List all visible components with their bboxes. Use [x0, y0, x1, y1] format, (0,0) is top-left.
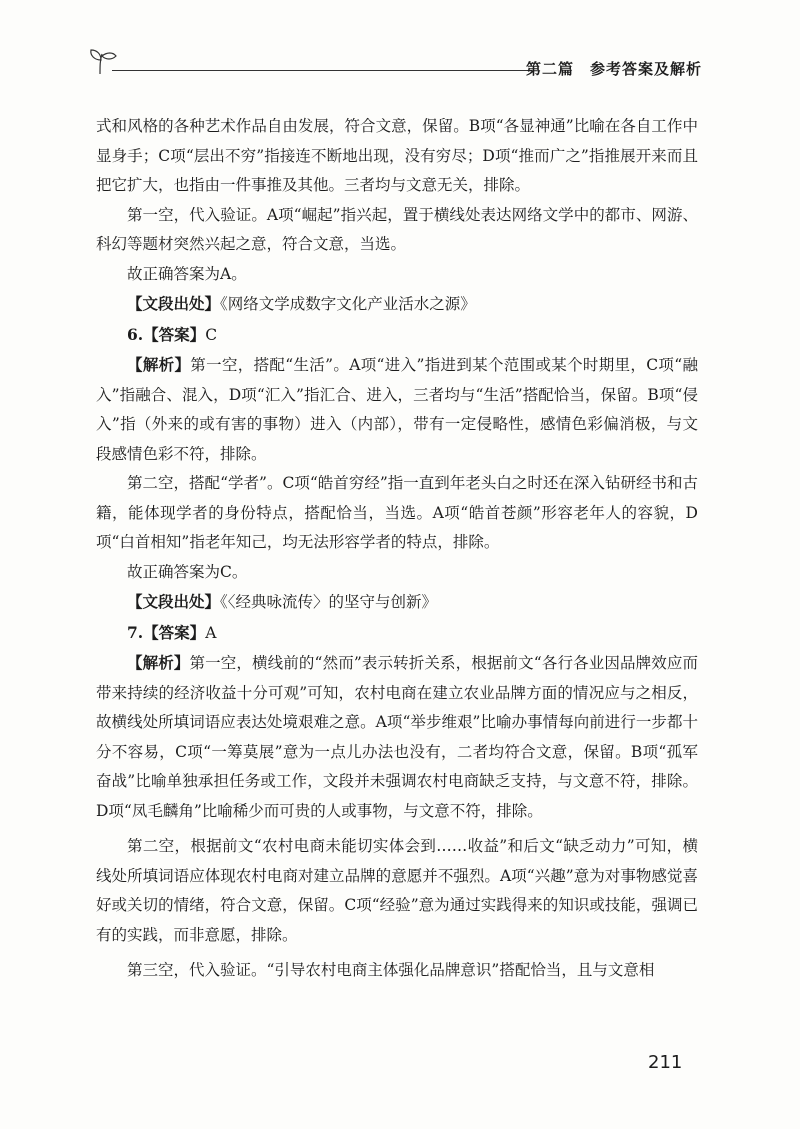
- section-title: 第二篇 参考答案及解析: [525, 60, 702, 78]
- paragraph-label: 【文段出处】: [127, 294, 221, 313]
- paragraph: [96, 201, 698, 260]
- paragraph: [96, 832, 698, 950]
- paragraph: [96, 956, 698, 986]
- paragraph: [96, 618, 698, 649]
- paragraph-text: C: [205, 325, 218, 344]
- paragraph-label: 6.【答案】: [127, 324, 206, 344]
- sprout-icon: [82, 40, 122, 80]
- paragraph-text: 第一空，搭配“生活”。A项“进入”指进到某个范围或某个时期里，C项“融入”指融合、混入，D项“汇入”指汇合、进入，三者均与“生活”搭配恰当，保留。B项“侵入”指（外来的或有害的事物）进入（内部），带有一定侵略性，感情色彩偏消极，与文段感情色彩不符，排除。: [96, 356, 698, 463]
- paragraph: [96, 320, 698, 351]
- page-number: 211: [648, 1052, 683, 1073]
- paragraph-text: 故正确答案为C。: [127, 562, 248, 581]
- paragraph: [96, 112, 698, 201]
- paragraph-text: A: [205, 623, 217, 642]
- paragraph: [96, 587, 698, 618]
- paragraph: [96, 260, 698, 290]
- paragraph-text: 式和风格的各种艺术作品自由发展，符合文意，保留。B项“各显神通”比喻在各自工作中显身手；C项“层出不穷”指接连不断地出现，没有穷尽；D项“推而广之”指推展开来而且把它扩大，也指由一件事推及其他。三者均与文意无关，排除。: [96, 117, 698, 194]
- paragraph: [96, 648, 698, 826]
- paragraph-text: 第二空，根据前文“农村电商未能切实体会到……收益”和后文“缺乏动力”可知，横线处所填词语应体现农村电商对建立品牌的意愿并不强烈。A项“兴趣”意为对事物感觉喜好或关切的情绪，符合文意，保留。C项“经验”意为通过实践得来的知识或技能，强调已有的实践，而非意愿，排除。: [96, 837, 698, 944]
- paragraph-text: 故正确答案为A。: [127, 264, 247, 283]
- paragraph: [96, 558, 698, 588]
- page-header: [82, 40, 702, 84]
- paragraph: [96, 350, 698, 469]
- paragraph: [96, 289, 698, 320]
- paragraph-label: 【文段出处】: [127, 592, 221, 611]
- answer-explanation-text: [96, 112, 698, 986]
- paragraph-text: 《〈经典咏流传〉的坚守与创新》: [220, 593, 438, 611]
- paragraph-label: 【解析】: [127, 653, 190, 672]
- paragraph: [96, 469, 698, 558]
- paragraph-text: 第三空，代入验证。“引导农村电商主体强化品牌意识”搭配恰当，且与文意相: [127, 961, 655, 979]
- paragraph-text: 《网络文学成数字文化产业活水之源》: [220, 295, 476, 313]
- paragraph-text: 第一空，代入验证。A项“崛起”指兴起，置于横线处表达网络文学中的都市、网游、科幻等题材突然兴起之意，符合文意，当选。: [96, 205, 698, 253]
- paragraph-text: 第一空，横线前的“然而”表示转折关系，根据前文“各行各业因品牌效应而带来持续的经济收益十分可观”可知，农村电商在建立农业品牌方面的情况应与之相反，故横线处所填词语应表达处境艰难之意。A项“举步维艰”比喻办事情每向前进行一步都十分不容易，C项“一筹莫展”意为一点儿办法也没有，二者均符合文意，保留。B项“孤军奋战”比喻单独承担任务或工作，文段并未强调农村电商缺乏支持，与文意不符，排除。D项“凤毛麟角”比喻稀少而可贵的人或事物，与文意不符，排除。: [96, 654, 698, 820]
- header-rule: [112, 70, 532, 71]
- paragraph-text: 第二空，搭配“学者”。C项“皓首穷经”指一直到年老头白之时还在深入钻研经书和古籍，能体现学者的身份特点，搭配恰当，当选。A项“皓首苍颜”形容老年人的容貌，D项“白首相知”指老年知己，均无法形容学者的特点，排除。: [96, 474, 698, 551]
- paragraph-label: 【解析】: [127, 355, 191, 374]
- paragraph-label: 7.【答案】: [127, 622, 206, 642]
